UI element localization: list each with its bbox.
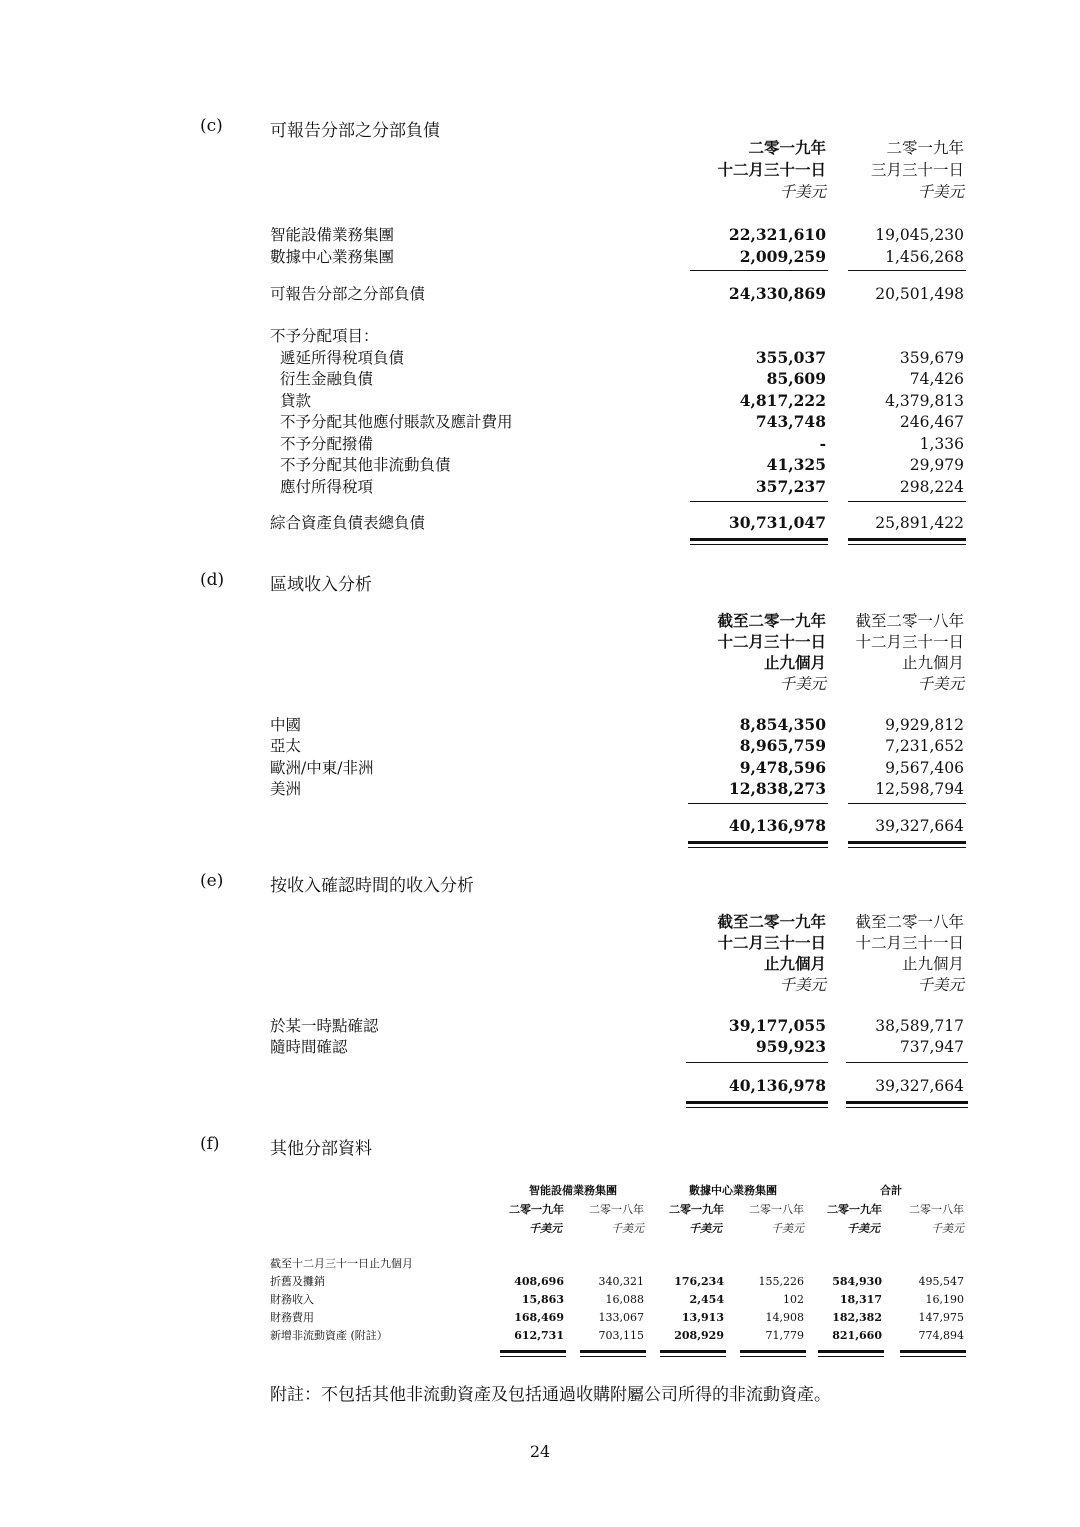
row-label: 衍生金融負債 — [280, 370, 374, 388]
cell: 133,067 — [598, 1311, 644, 1324]
section-c-letter: (c) — [200, 116, 223, 136]
cell: 703,115 — [598, 1329, 644, 1342]
table-row — [0, 224, 1080, 246]
section-e-letter: (e) — [200, 871, 224, 891]
f-unit: 千美元 — [529, 1222, 562, 1235]
subtotal-rule — [688, 803, 828, 804]
cell: 612,731 — [514, 1329, 564, 1342]
cell: 71,779 — [765, 1329, 804, 1342]
subtotal-rule — [686, 1062, 828, 1063]
subtotal-rule — [846, 1062, 968, 1063]
row-label: 智能設備業務集團 — [270, 226, 395, 244]
f-year-prior: 二零一八年 — [589, 1203, 644, 1216]
total-double-rule — [848, 538, 966, 545]
cell: 16,190 — [925, 1293, 964, 1306]
d-col2-line2: 十二月三十一日 — [855, 633, 964, 651]
cell: 821,660 — [832, 1329, 882, 1342]
row-value-current: 2,009,259 — [739, 247, 826, 266]
e-col1-line1: 截至二零一九年 — [717, 912, 826, 931]
f-unit: 千美元 — [689, 1222, 722, 1235]
table-row — [0, 325, 1080, 347]
page-number: 24 — [529, 1442, 551, 1461]
cell: 340,321 — [598, 1275, 644, 1288]
row-value-prior: 25,891,422 — [875, 514, 964, 532]
subtotal-rule — [848, 270, 966, 271]
cell: 208,929 — [674, 1329, 724, 1342]
subtotal-rule — [848, 803, 966, 804]
e-col2-unit: 千美元 — [917, 976, 964, 994]
row-label: 遞延所得稅項負債 — [280, 349, 405, 367]
row-value-prior: 737,947 — [899, 1038, 964, 1056]
row-label: 於某一時點確認 — [270, 1017, 379, 1035]
row-label: 綜合資產負債表總負債 — [270, 514, 426, 532]
f-group-header: 數據中心業務集團 — [689, 1184, 777, 1197]
row-value-current: 41,325 — [766, 455, 826, 474]
d-col2-line1: 截至二零一八年 — [855, 612, 964, 630]
table-row — [0, 390, 1080, 412]
row-value-prior: 9,929,812 — [885, 716, 964, 734]
section-d-letter: (d) — [200, 570, 225, 590]
row-value-current: 8,965,759 — [739, 736, 826, 755]
row-value-current: 85,609 — [766, 369, 826, 388]
e-col2-line3: 止九個月 — [901, 955, 964, 973]
row-value-prior: 38,589,717 — [875, 1017, 964, 1035]
cell: 15,863 — [521, 1293, 564, 1306]
cell: 155,226 — [758, 1275, 804, 1288]
table-row — [0, 246, 1080, 268]
d-col2-unit: 千美元 — [917, 675, 964, 693]
cell: 147,975 — [918, 1311, 964, 1324]
row-value-current: 8,854,350 — [739, 715, 826, 734]
e-col1-unit: 千美元 — [779, 976, 826, 994]
c-col1-date: 十二月三十一日 — [717, 160, 826, 179]
cell: 13,913 — [681, 1311, 724, 1324]
cell: 16,088 — [605, 1293, 644, 1306]
table-row — [0, 283, 1080, 305]
row-value-prior: 12,598,794 — [875, 780, 964, 798]
row-value-prior: 7,231,652 — [885, 737, 964, 755]
cell: 102 — [783, 1293, 804, 1306]
row-label: 歐洲/中東/非洲 — [270, 759, 374, 777]
row-value-current: 12,838,273 — [728, 779, 826, 798]
row-value-current: - — [819, 434, 826, 453]
row-label: 不予分配其他非流動負債 — [280, 456, 451, 474]
row-label: 可報告分部之分部負債 — [270, 285, 426, 303]
total-value-current: 40,136,978 — [728, 1076, 826, 1095]
row-value-prior: 19,045,230 — [875, 226, 964, 244]
c-col1-year: 二零一九年 — [748, 138, 826, 157]
row-label: 美洲 — [270, 780, 302, 798]
total-double-rule — [846, 1101, 968, 1108]
table-row — [0, 433, 1080, 455]
subtotal-rule — [690, 501, 828, 502]
table-row — [0, 411, 1080, 433]
row-value-prior: 4,379,813 — [885, 392, 964, 410]
row-value-prior: 1,456,268 — [885, 248, 964, 266]
cell: 176,234 — [674, 1275, 724, 1288]
table-row — [0, 368, 1080, 390]
row-value-current: 959,923 — [755, 1037, 826, 1056]
cell: 182,382 — [832, 1311, 882, 1324]
total-double-rule — [900, 1350, 966, 1357]
f-year-prior: 二零一八年 — [909, 1203, 964, 1216]
total-double-rule — [580, 1350, 646, 1357]
row-value-current: 9,478,596 — [739, 758, 826, 777]
row-value-current: 743,748 — [755, 412, 826, 431]
section-f-title: 其他分部資料 — [270, 1139, 372, 1159]
e-col1-line3: 止九個月 — [763, 954, 826, 973]
c-col1-unit: 千美元 — [779, 183, 826, 201]
total-double-rule — [688, 841, 828, 848]
c-col2-date: 三月三十一日 — [870, 161, 964, 179]
row-value-prior: 29,979 — [909, 456, 964, 474]
row-label: 亞太 — [270, 737, 302, 755]
total-double-rule — [660, 1350, 726, 1357]
table-row — [0, 512, 1080, 534]
section-f-letter: (f) — [200, 1134, 220, 1154]
total-double-rule — [848, 841, 966, 848]
table-row — [0, 1015, 1080, 1037]
row-value-prior: 359,679 — [899, 349, 964, 367]
total-value-current: 40,136,978 — [728, 816, 826, 835]
row-label: 折舊及攤銷 — [270, 1275, 325, 1288]
footnote: 附註：不包括其他非流動資產及包括通過收購附屬公司所得的非流動資產。 — [270, 1385, 831, 1405]
row-value-current: 22,321,610 — [728, 225, 826, 244]
cell: 18,317 — [839, 1293, 882, 1306]
total-double-rule — [686, 1101, 828, 1108]
cell: 584,930 — [832, 1275, 882, 1288]
row-value-current: 355,037 — [755, 348, 826, 367]
d-col1-line3: 止九個月 — [763, 653, 826, 672]
total-row — [0, 815, 1080, 837]
f-group-header: 合計 — [880, 1184, 902, 1197]
row-label: 新增非流動資產 (附註） — [270, 1329, 388, 1342]
d-col1-line1: 截至二零一九年 — [717, 611, 826, 630]
d-col2-line3: 止九個月 — [901, 654, 964, 672]
section-d-title: 區域收入分析 — [270, 575, 372, 595]
row-label: 應付所得稅項 — [280, 478, 374, 496]
d-col1-unit: 千美元 — [779, 675, 826, 693]
e-col2-line1: 截至二零一八年 — [855, 913, 964, 931]
row-label: 不予分配其他應付賬款及應計費用 — [280, 413, 513, 431]
row-value-current: 39,177,055 — [728, 1016, 826, 1035]
section-e-title: 按收入確認時間的收入分析 — [270, 876, 474, 896]
e-col1-line2: 十二月三十一日 — [717, 933, 826, 952]
row-label: 不予分配項目： — [270, 327, 379, 345]
table-row — [0, 454, 1080, 476]
row-value-prior: 246,467 — [899, 413, 964, 431]
d-col1-line2: 十二月三十一日 — [717, 632, 826, 651]
row-value-current: 30,731,047 — [728, 513, 826, 532]
f-period-label: 截至十二月三十一日止九個月 — [270, 1257, 413, 1270]
total-double-rule — [740, 1350, 806, 1357]
subtotal-rule — [848, 501, 966, 502]
total-value-prior: 39,327,664 — [875, 817, 964, 835]
row-label: 財務費用 — [270, 1311, 314, 1324]
row-value-prior: 298,224 — [899, 478, 964, 496]
f-unit: 千美元 — [847, 1222, 880, 1235]
f-year-current: 二零一九年 — [509, 1203, 564, 1216]
table-row — [0, 476, 1080, 498]
f-unit: 千美元 — [611, 1222, 644, 1235]
table-row — [0, 778, 1080, 800]
table-row — [0, 347, 1080, 369]
cell: 774,894 — [918, 1329, 964, 1342]
cell: 14,908 — [765, 1311, 804, 1324]
total-value-prior: 39,327,664 — [875, 1077, 964, 1095]
row-label: 數據中心業務集團 — [270, 248, 395, 266]
c-col2-year: 二零一九年 — [886, 139, 964, 157]
table-row — [0, 1036, 1080, 1058]
row-value-prior: 20,501,498 — [875, 285, 964, 303]
row-value-current: 24,330,869 — [728, 284, 826, 303]
total-double-rule — [818, 1350, 884, 1357]
c-col2-unit: 千美元 — [917, 183, 964, 201]
section-c-title: 可報告分部之分部負債 — [270, 121, 440, 141]
cell: 495,547 — [918, 1275, 964, 1288]
total-double-rule — [690, 538, 828, 545]
row-label: 中國 — [270, 716, 302, 734]
f-unit: 千美元 — [771, 1222, 804, 1235]
row-value-prior: 74,426 — [909, 370, 964, 388]
row-value-current: 4,817,222 — [739, 391, 826, 410]
f-year-prior: 二零一八年 — [749, 1203, 804, 1216]
row-value-prior: 9,567,406 — [885, 759, 964, 777]
row-label: 財務收入 — [270, 1293, 314, 1306]
table-row — [0, 757, 1080, 779]
table-row — [0, 714, 1080, 736]
row-label: 不予分配撥備 — [280, 435, 374, 453]
total-double-rule — [500, 1350, 566, 1357]
total-row — [0, 1075, 1080, 1097]
row-value-prior: 1,336 — [919, 435, 964, 453]
f-year-current: 二零一九年 — [827, 1203, 882, 1216]
cell: 168,469 — [514, 1311, 564, 1324]
subtotal-rule — [690, 270, 828, 271]
f-unit: 千美元 — [931, 1222, 964, 1235]
table-row — [0, 735, 1080, 757]
row-label: 貸款 — [280, 392, 312, 410]
f-group-header: 智能設備業務集團 — [529, 1184, 617, 1197]
row-label: 隨時間確認 — [270, 1038, 348, 1056]
f-year-current: 二零一九年 — [669, 1203, 724, 1216]
cell: 2,454 — [689, 1293, 724, 1306]
cell: 408,696 — [514, 1275, 564, 1288]
row-value-current: 357,237 — [755, 477, 826, 496]
e-col2-line2: 十二月三十一日 — [855, 934, 964, 952]
